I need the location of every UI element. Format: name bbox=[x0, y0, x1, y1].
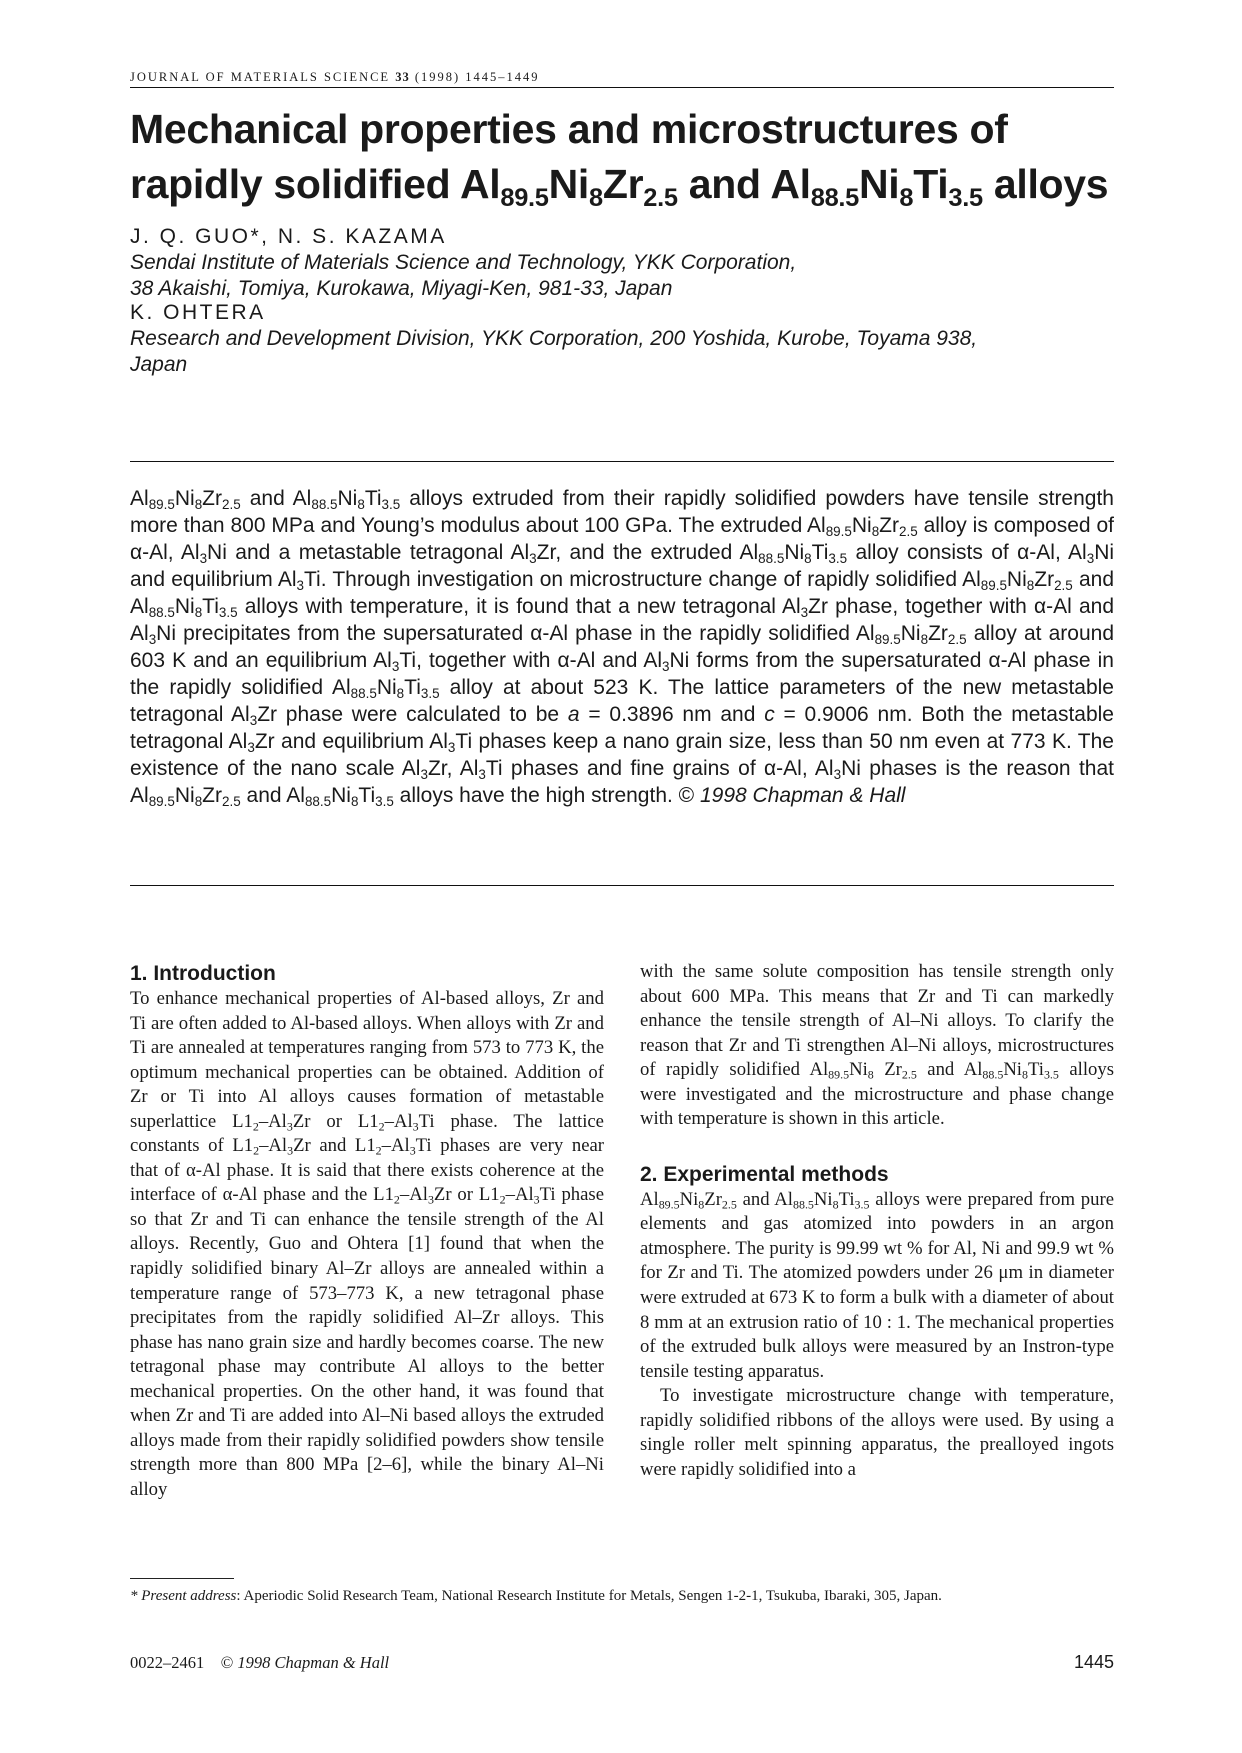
chemical-formula: $Al_3Ti$ bbox=[373, 649, 417, 674]
chemical-formula: $Al_3Ni$ bbox=[643, 649, 690, 674]
chemical-formula: $Al_3Zr$ bbox=[510, 541, 556, 566]
chemical-formula: $Al_3Ti$ bbox=[393, 1110, 435, 1134]
footer-imprint bbox=[130, 1653, 389, 1673]
chemical-formula: $Al_3Zr$ bbox=[228, 730, 275, 755]
abstract: $Al_{89.5}Ni_8Zr_{2.5}$ and $Al_{88.5}Ni_8Ti_{3.5}$ alloys extruded from their rapidly solidified powders have tensile strength more than 800 MPa and Young’s modulus about 100 GPa. The extruded $Al_{89.5}Ni_8Zr_{2.5}$ alloy is composed of α-Al, $Al_3Ni$ and a metastable tetragonal $Al_3Zr$, and the extruded $Al_{88.5}Ni_8Ti_{3.5}$ alloy consists of α-Al, $Al_3Ni$ and equilibrium $Al_3Ti$. Through investigation on microstructure change of rapidly solidified $Al_{89.5}Ni_8Zr_{2.5}$ and $Al_{88.5}Ni_8Ti_{3.5}$ alloys with temperature, it is found that a new tetragonal $Al_3Zr$ phase, together with α-Al and $Al_3Ni$ precipitates from the supersaturated α-Al phase in the rapidly solidified $Al_{89.5}Ni_8Zr_{2.5}$ alloy at around 603 K and an equilibrium $Al_3Ti$, together with α-Al and $Al_3Ni$ forms from the supersaturated α-Al phase in the rapidly solidified $Al_{88.5}Ni_8Ti_{3.5}$ alloy at about 523 K. The lattice parameters of the new metastable tetragonal $Al_3Zr$ phase were calculated to be a = 0.3896 nm and c = 0.9006 nm. Both the metastable tetragonal $Al_3Zr$ and equilibrium $Al_3Ti$ phases keep a nano grain size, less than 50 nm even at 773 K. The existence of the nano scale $Al_3Zr$, $Al_3Ti$ phases and fine grains of α-Al, $Al_3Ni$ phases is the reason that $Al_{89.5}Ni_8Zr_{2.5}$ and $Al_{88.5}Ni_8Ti_{3.5}$ alloys have the high strength. © 1998 Chapman & Hall bbox=[130, 487, 1115, 809]
chemical-formula: $Al_3Ti$ bbox=[391, 1135, 432, 1158]
footnote-label: * Present address bbox=[130, 1588, 237, 1604]
chemical-formula: $Al_3Ti$ bbox=[277, 568, 321, 593]
chemical-formula: $Al_3Ti$ bbox=[514, 1184, 556, 1207]
chemical-formula: $Al_{88.5}Ni_8Ti_{3.5}$ bbox=[963, 1059, 1059, 1082]
publisher: 1998 Chapman & Hall bbox=[237, 1653, 390, 1672]
chemical-formula: $Al_{89.5}Ni_8Zr_{2.5}$ bbox=[640, 1188, 737, 1212]
body-paragraph: To investigate microstructure change with temperature, rapidly solidified ribbons of the alloys were used. By using a single roller melt spinning apparatus, the prealloyed ingots were rapidly solidified into a bbox=[640, 1385, 1114, 1480]
footnote-rule bbox=[130, 1578, 234, 1579]
chemical-formula: $Al_{88.5}Ni_8Ti_{3.5}$ bbox=[331, 676, 440, 701]
affiliation-line: Research and Development Division, YKK Corporation, 200 Yoshida, Kurobe, Toyama 938, bbox=[130, 327, 978, 350]
chemical-formula: $Al_{89.5}Ni_8Zr_{2.5}$ bbox=[855, 622, 967, 647]
title-alloy-2: $Al_{88.5}Ni_8Ti_{3.5}$ bbox=[770, 161, 983, 213]
chemical-formula: $Al_3Ni$ bbox=[180, 541, 227, 566]
chemical-formula: $Al_{89.5}Ni_8Zr_{2.5}$ bbox=[807, 514, 918, 539]
chemical-formula: $Al_{88.5}Ni_8Ti_{3.5}$ bbox=[292, 487, 401, 512]
chemical-formula: $Al_{89.5}Ni_8Zr_{2.5}$ bbox=[962, 568, 1073, 593]
chemical-formula: $L1_2$ bbox=[354, 1135, 382, 1158]
chemical-formula: $L1_2$ bbox=[478, 1184, 506, 1207]
chemical-formula: $Al_3Ti$ bbox=[459, 757, 503, 782]
affiliation-line: Japan bbox=[130, 353, 188, 376]
body-paragraph: $Al_{89.5}Ni_8Zr_{2.5}$ and $Al_{88.5}Ni_8Ti_{3.5}$ alloys were prepared from pure elements and gas atomized into powders in an argon atmosphere. The purity is 99.99 wt % for Al, Ni and 99.9 wt % for Zr and Ti. The atomized powders under 26 μm in diameter were extruded at 673 K to form a bulk with a diameter of about 8 mm at an extrusion ratio of 10 : 1. The mechanical properties of the extruded bulk alloys were measured by an Instron-type tensile testing apparatus. bbox=[640, 1188, 1114, 1382]
title-alloy-1: $Al_{89.5}Ni_8Zr_{2.5}$ bbox=[459, 161, 678, 213]
chemical-formula: $L1_2$ bbox=[232, 1110, 259, 1134]
header-rule bbox=[130, 87, 1114, 88]
right-column bbox=[640, 960, 1114, 1482]
chemical-formula: $Zr_{2.5}$ bbox=[884, 1059, 917, 1082]
copyright-icon: © bbox=[220, 1653, 234, 1672]
chemical-formula: $L1_2$ bbox=[357, 1110, 385, 1134]
chemical-formula: $Al_{88.5}Ni_8Ti_{3.5}$ bbox=[739, 541, 848, 566]
journal-name: JOURNAL OF MATERIALS SCIENCE bbox=[130, 70, 391, 84]
chemical-formula: $Al_3Zr$ bbox=[231, 703, 278, 728]
chemical-formula: $Al_3Zr$ bbox=[268, 1110, 311, 1134]
section-heading-introduction: 1. Introduction bbox=[130, 962, 276, 985]
affiliation-line: Sendai Institute of Materials Science and Technology, YKK Corporation, bbox=[130, 251, 797, 274]
left-column bbox=[130, 960, 604, 1502]
chemical-formula: $Al_3Ni$ bbox=[814, 757, 861, 782]
chemical-formula: $Al_{88.5}Ni_8Ti_{3.5}$ bbox=[130, 595, 238, 620]
body-paragraph: To enhance mechanical properties of Al-based alloys, Zr and Ti are often added to Al-based alloys. When alloys with Zr and Ti are annealed at temperatures ranging from 573 to 773 K, the optimum mechanical properties can be obtained. Addition of Zr or Ti into Al alloys causes formation of metastable superlattice $L1_2-Al_3Zr$ or $L1_2-Al_3Ti$ phase. The lattice constants of $L1_2-Al_3Zr$ and $L1_2-Al_3Ti$ phases are very near that of α-Al phase. It is said that there exists coherence at the interface of α-Al phase and the $L1_2-Al_3Zr$ or $L1_2-Al_3Ti$ phase so that Zr and Ti can enhance the tensile strength of the Al alloys. Recently, Guo and Ohtera [1] found that when the rapidly solidified binary Al–Zr alloys are annealed within a temperature range of 573–773 K, a new tetragonal phase precipitates from the rapidly solidified Al–Zr alloys. This phase has nano grain size and hardly becomes coarse. The new tetragonal phase may contribute Al alloys to the better mechanical properties. On the other hand, it was found that when Zr and Ti are added into Al–Ni based alloys the extruded alloys made from their rapidly solidified powders show tensile strength more than 800 MPa [2–6], while the binary Al–Ni alloy bbox=[130, 988, 605, 1500]
chemical-formula: $Al_{88.5}Ni_8Ti_{3.5}$ bbox=[774, 1188, 870, 1212]
author-group-1 bbox=[130, 224, 1114, 302]
title-line-1: Mechanical properties and microstructures of bbox=[130, 106, 1008, 152]
author-names: K. OHTERA bbox=[130, 301, 266, 324]
chemical-formula: $L1_2$ bbox=[232, 1135, 260, 1158]
footnote-text: : Aperiodic Solid Research Team, National Research Institute for Metals, Sengen 1-2-1, Tsukuba, Ibaraki, 305, Japan. bbox=[236, 1588, 942, 1604]
chemical-formula: $Al_3Zr$ bbox=[268, 1135, 311, 1158]
article-title bbox=[130, 102, 1130, 212]
chemical-formula: $Al_{88.5}Ni_8Ti_{3.5}$ bbox=[286, 784, 394, 809]
chemical-formula: $Al_3Ni$ bbox=[130, 622, 177, 647]
title-line-2: rapidly solidified $Al_{89.5}Ni_8Zr_{2.5}$ and $Al_{88.5}Ni_8Ti_{3.5}$ alloys bbox=[130, 161, 1109, 213]
chemical-formula: $Al_3Zr$ bbox=[401, 757, 447, 782]
affiliation-line: 38 Akaishi, Tomiya, Kurokawa, Miyagi-Ken, 981-33, Japan bbox=[130, 277, 673, 300]
chemical-formula: $Al_{89.5}Ni_8$ bbox=[809, 1059, 874, 1082]
author-names: J. Q. GUO*, N. S. KAZAMA bbox=[130, 225, 447, 248]
journal-volume: 33 bbox=[395, 70, 410, 84]
author-group-2 bbox=[130, 300, 1114, 378]
footnote bbox=[130, 1586, 1114, 1607]
abstract-top-rule bbox=[130, 461, 1114, 462]
body-paragraph: with the same solute composition has tensile strength only about 600 MPa. This means that Zr and Ti can markedly enhance the tensile strength of Al–Ni alloys. To clarify the reason that Zr and Ti strengthen Al–Ni alloys, microstructures of rapidly solidified $Al_{89.5}Ni_8$ $Zr_{2.5}$ and $Al_{88.5}Ni_8Ti_{3.5}$ alloys were investigated and the microstructure and phase change with temperature is shown in this article. bbox=[640, 961, 1114, 1130]
section-heading-methods: 2. Experimental methods bbox=[640, 1162, 889, 1186]
page-number: 1445 bbox=[1073, 1652, 1114, 1672]
running-head bbox=[130, 70, 540, 85]
chemical-formula: $Al_3Zr$ bbox=[409, 1184, 452, 1207]
chemical-formula: $Al_3Zr$ bbox=[781, 595, 828, 620]
issn: 0022–2461 bbox=[130, 1653, 205, 1672]
chemical-formula: $Al_{89.5}Ni_8Zr_{2.5}$ bbox=[130, 487, 241, 512]
abstract-bottom-rule bbox=[130, 885, 1114, 886]
chemical-formula: $Al_3Ni$ bbox=[1068, 541, 1115, 566]
chemical-formula: $Al_3Ti$ bbox=[429, 730, 473, 755]
chemical-formula: $L1_2$ bbox=[373, 1184, 400, 1207]
journal-year-pages: (1998) 1445–1449 bbox=[414, 70, 540, 84]
chemical-formula: $Al_{89.5}Ni_8Zr_{2.5}$ bbox=[130, 784, 241, 809]
